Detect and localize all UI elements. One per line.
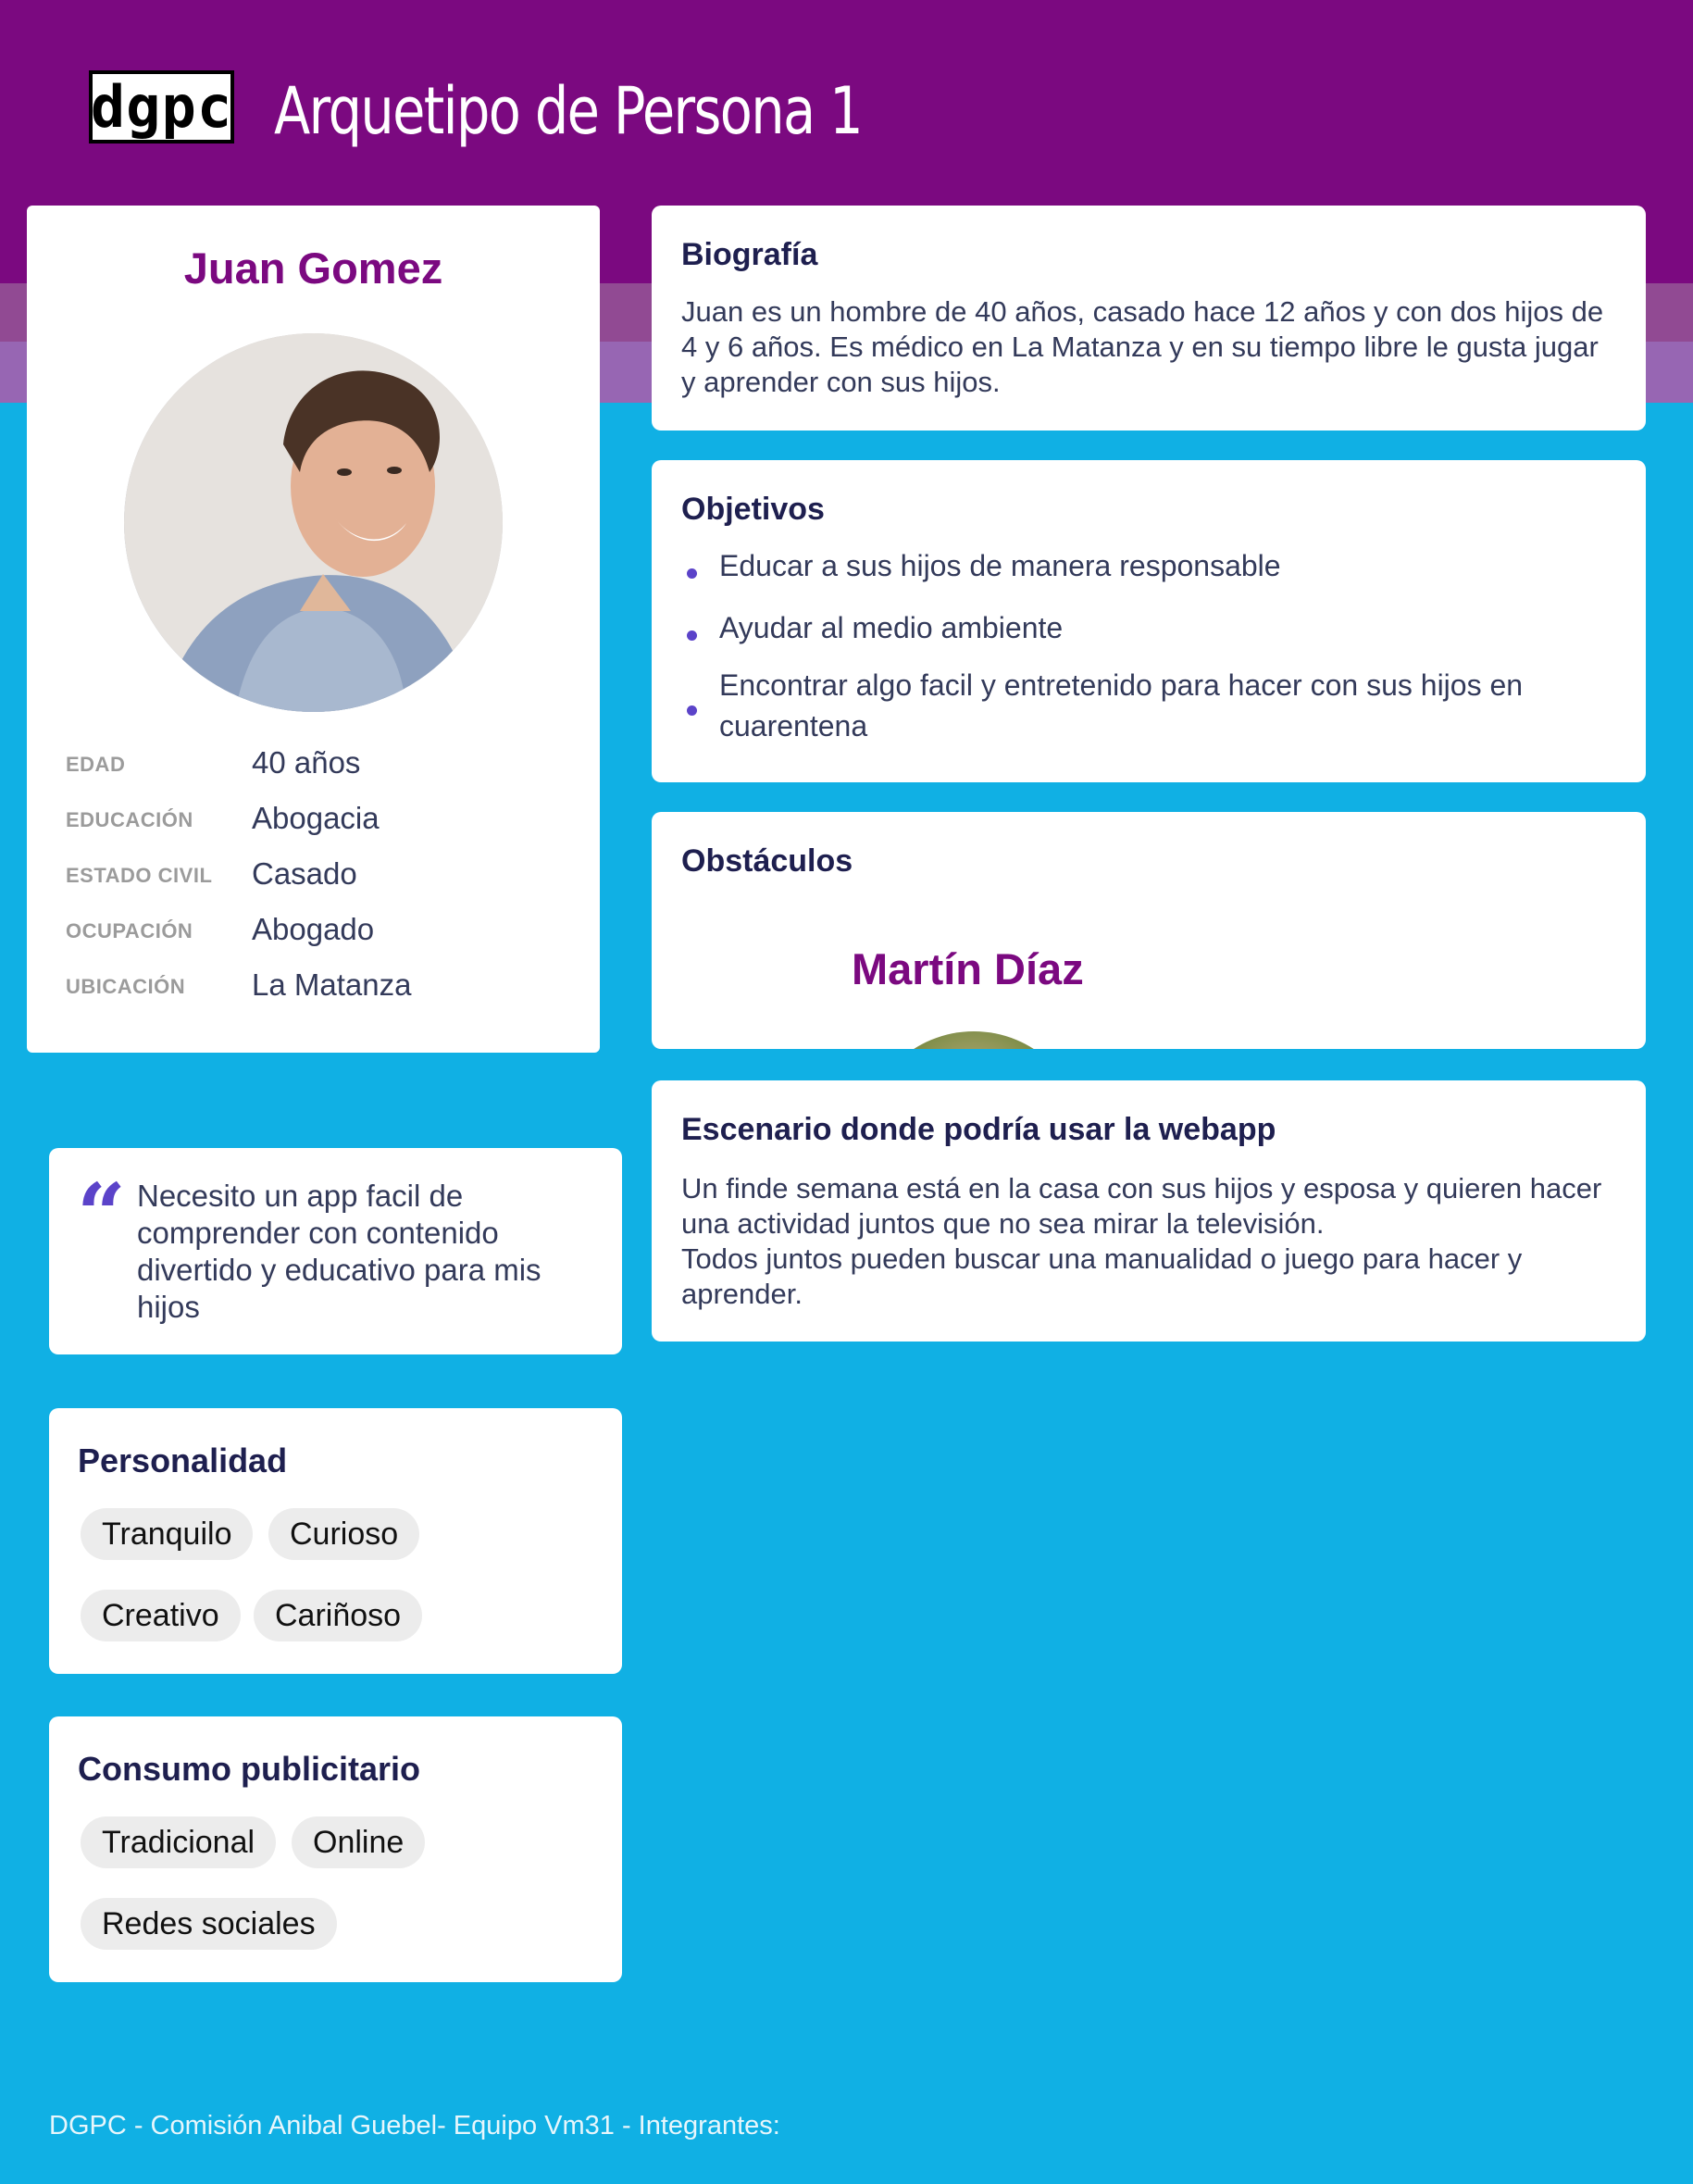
goal-item: Encontrar algo facil y entretenido para hacer con sus hijos en cuarentena xyxy=(719,668,1524,743)
avatar-illustration xyxy=(124,333,503,712)
info-value: 40 años xyxy=(252,745,361,780)
advertising-tag: Tradicional xyxy=(81,1816,276,1868)
info-label: OCUPACIÓN xyxy=(66,919,193,942)
obstacles-card xyxy=(652,812,1646,1049)
persona-name: Juan Gomez xyxy=(183,243,443,293)
biography-card xyxy=(652,206,1646,431)
info-row-edad xyxy=(66,745,584,782)
dgpc-logo xyxy=(89,70,234,144)
info-value: Abogacia xyxy=(252,801,380,835)
info-row-estado-civil xyxy=(66,856,584,893)
scenario-card xyxy=(652,1080,1646,1342)
info-label: ESTADO CIVIL xyxy=(66,864,213,887)
bullet-icon xyxy=(687,568,697,579)
goal-item: Ayudar al medio ambiente xyxy=(719,611,1064,644)
page-title: Arquetipo de Persona 1 xyxy=(274,73,862,149)
obstacles-title: Obstáculos xyxy=(681,843,853,879)
footer-text: DGPC - Comisión Anibal Guebel- Equipo Vm31 - Integrantes: xyxy=(49,2111,780,2140)
personality-tag: Tranquilo xyxy=(81,1508,253,1560)
advertising-tag: Online xyxy=(292,1816,425,1868)
advertising-tag: Redes sociales xyxy=(81,1898,337,1950)
info-label: EDUCACIÓN xyxy=(66,808,193,831)
scenario-line: Un finde semana está en la casa con sus hijos y esposa y quieren hacer una actividad juntos que no sea mirar la televisión. xyxy=(681,1172,1602,1240)
scenario-line: Todos juntos pueden buscar una manualidad o juego para hacer y aprender. xyxy=(681,1242,1523,1310)
quote-text: Necesito un app facil de comprender con contenido divertido y educativo para mis hijos xyxy=(137,1179,542,1324)
profile-card xyxy=(27,206,600,1053)
goals-title: Objetivos xyxy=(681,492,825,527)
info-row-ocupacion xyxy=(66,912,584,949)
info-value: La Matanza xyxy=(252,967,412,1002)
personality-card xyxy=(49,1408,622,1674)
bullet-icon xyxy=(687,705,697,716)
logo-text: dgpc xyxy=(90,72,233,141)
personality-tag: Cariñoso xyxy=(254,1590,422,1641)
scenario-text xyxy=(681,1171,1616,1312)
info-label: EDAD xyxy=(66,753,126,776)
info-value: Abogado xyxy=(252,912,375,946)
biography-title: Biografía xyxy=(681,237,818,272)
advertising-card xyxy=(49,1716,622,1982)
info-row-ubicacion xyxy=(66,967,584,1005)
personality-tag: Curioso xyxy=(268,1508,419,1560)
info-row-educacion xyxy=(66,801,584,838)
bullet-icon xyxy=(687,630,697,641)
scenario-title: Escenario donde podría usar la webapp xyxy=(681,1112,1276,1147)
personality-title: Personalidad xyxy=(78,1441,288,1479)
biography-text: Juan es un hombre de 40 años, casado hace 12 años y con dos hijos de 4 y 6 años. Es médico en La Matanza y en su tiempo libre le gusta jugar y aprender con sus hijos. xyxy=(681,295,1604,398)
quote-icon: “ xyxy=(77,1165,126,1265)
overlapping-persona-name: Martín Díaz xyxy=(852,944,1084,993)
info-value: Casado xyxy=(252,856,357,891)
quote-card xyxy=(49,1148,622,1354)
goals-card xyxy=(652,460,1646,782)
personality-tag: Creativo xyxy=(81,1590,241,1641)
overlapping-avatar-photo xyxy=(863,1031,1085,1049)
avatar-photo xyxy=(124,333,503,712)
goal-item: Educar a sus hijos de manera responsable xyxy=(719,549,1281,582)
info-label: UBICACIÓN xyxy=(66,975,186,998)
advertising-title: Consumo publicitario xyxy=(78,1750,421,1788)
